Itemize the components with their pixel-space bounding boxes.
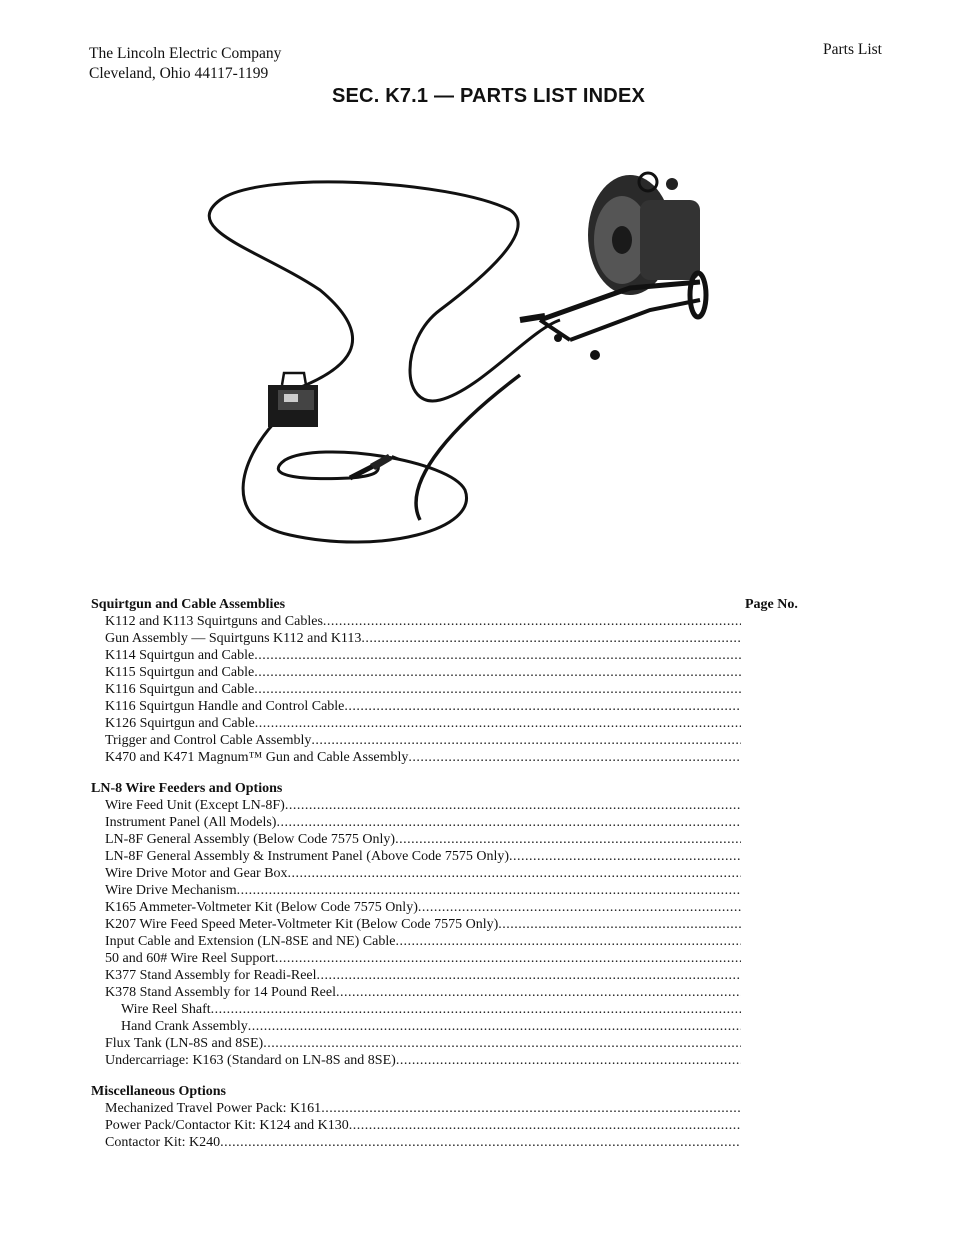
index-entry	[91, 1018, 741, 1035]
index-entry	[91, 698, 741, 715]
section-heading	[91, 596, 806, 613]
entry-label: K114 Squirtgun and Cable	[105, 648, 255, 663]
wire-feeder-illustration	[200, 160, 720, 560]
dot-leader	[396, 1052, 741, 1069]
index-entry	[91, 715, 741, 732]
section-heading	[91, 780, 806, 797]
dot-leader	[237, 882, 741, 899]
entry-label: K377 Stand Assembly for Readi-Reel	[105, 968, 317, 983]
dot-leader	[254, 681, 741, 698]
index-entry	[91, 831, 741, 848]
index-entry	[91, 1134, 741, 1151]
index-entry	[91, 1100, 741, 1117]
index-entry	[91, 1117, 741, 1134]
entry-label: Hand Crank Assembly	[121, 1019, 248, 1034]
entry-label: K165 Ammeter-Voltmeter Kit (Below Code 7575 Only)	[105, 900, 418, 915]
page-no-header: Page No.	[745, 597, 798, 612]
index-entry	[91, 865, 741, 882]
entry-label: Instrument Panel (All Models)	[105, 815, 277, 830]
entry-label: K378 Stand Assembly for 14 Pound Reel	[105, 985, 336, 1000]
dot-leader	[344, 698, 741, 715]
company-address	[89, 44, 281, 84]
entry-label: 50 and 60# Wire Reel Support	[105, 951, 275, 966]
index-entry	[91, 848, 741, 865]
dot-leader	[254, 664, 741, 681]
dot-leader	[321, 1100, 741, 1117]
index-entry	[91, 1001, 741, 1018]
index-entry	[91, 882, 741, 899]
section-title: Miscellaneous Options	[91, 1084, 226, 1099]
entry-label: K116 Squirtgun Handle and Control Cable	[105, 699, 345, 714]
index-entry	[91, 613, 741, 630]
index-section	[91, 1083, 806, 1151]
entry-label: Undercarriage: K163 (Standard on LN-8S and 8SE)	[105, 1053, 396, 1068]
index-section	[91, 596, 806, 766]
entry-label: Wire Feed Unit (Except LN-8F)	[105, 798, 285, 813]
index-entry	[91, 899, 741, 916]
section-heading	[91, 1083, 806, 1100]
index-section	[91, 780, 806, 1069]
entry-label: Flux Tank (LN-8S and 8SE)	[105, 1036, 264, 1051]
dot-leader	[408, 749, 741, 766]
parts-list-index	[91, 596, 806, 1165]
index-entry	[91, 681, 741, 698]
dot-leader	[395, 933, 741, 950]
company-name: The Lincoln Electric Company	[89, 45, 282, 62]
index-entry	[91, 664, 741, 681]
dot-leader	[276, 814, 741, 831]
wire-feeder-cart-icon	[520, 173, 706, 360]
dot-leader	[211, 1001, 741, 1018]
entry-label: K116 Squirtgun and Cable	[105, 682, 255, 697]
dot-leader	[498, 916, 741, 933]
entry-label: Mechanized Travel Power Pack: K161	[105, 1101, 322, 1116]
dot-leader	[311, 732, 741, 749]
section-title: Squirtgun and Cable Assemblies	[91, 597, 286, 612]
entry-label: Gun Assembly — Squirtguns K112 and K113	[105, 631, 362, 646]
dot-leader	[336, 984, 741, 1001]
index-entry	[91, 749, 741, 766]
index-entry	[91, 916, 741, 933]
entry-label: Input Cable and Extension (LN-8SE and NE) Cable	[105, 934, 396, 949]
index-entry	[91, 814, 741, 831]
dot-leader	[255, 715, 741, 732]
index-entry	[91, 732, 741, 749]
dot-leader	[285, 797, 741, 814]
dot-leader	[220, 1134, 741, 1151]
index-entry	[91, 933, 741, 950]
entry-label: K112 and K113 Squirtguns and Cables	[105, 614, 323, 629]
entry-label: K470 and K471 Magnum™ Gun and Cable Assembly	[105, 750, 409, 765]
entry-label: K115 Squirtgun and Cable	[105, 665, 255, 680]
entry-label: Wire Drive Motor and Gear Box	[105, 866, 288, 881]
index-entry	[91, 984, 741, 1001]
dot-leader	[418, 899, 741, 916]
index-entry	[91, 630, 741, 647]
entry-label: Contactor Kit: K240	[105, 1135, 221, 1150]
entry-label: K207 Wire Feed Speed Meter-Voltmeter Kit (Below Code 7575 Only)	[105, 917, 499, 932]
dot-leader	[323, 613, 741, 630]
dot-leader	[288, 865, 741, 882]
entry-label: Wire Drive Mechanism	[105, 883, 237, 898]
company-city: Cleveland, Ohio 44117-1199	[89, 65, 269, 82]
dot-leader	[395, 831, 741, 848]
index-entry	[91, 950, 741, 967]
entry-label: K126 Squirtgun and Cable	[105, 716, 255, 731]
dot-leader	[509, 848, 741, 865]
dot-leader	[263, 1035, 741, 1052]
section-title: LN-8 Wire Feeders and Options	[91, 781, 283, 796]
dot-leader	[254, 647, 741, 664]
entry-label: Power Pack/Contactor Kit: K124 and K130	[105, 1118, 349, 1133]
control-box-icon	[268, 373, 318, 427]
squirtgun-icon	[350, 454, 402, 478]
dot-leader	[317, 967, 741, 984]
dot-leader	[275, 950, 741, 967]
index-entry	[91, 1035, 741, 1052]
page-title: SEC. K7.1 — PARTS LIST INDEX	[331, 85, 646, 107]
dot-leader	[248, 1018, 741, 1035]
index-entry	[91, 967, 741, 984]
entry-label: Wire Reel Shaft	[121, 1002, 211, 1017]
index-entry	[91, 797, 741, 814]
dot-leader	[349, 1117, 741, 1134]
index-entry	[91, 647, 741, 664]
entry-label: Trigger and Control Cable Assembly	[105, 733, 312, 748]
dot-leader	[361, 630, 741, 647]
entry-label: LN-8F General Assembly (Below Code 7575 Only)	[105, 832, 396, 847]
index-entry	[91, 1052, 741, 1069]
page-label: Parts List	[823, 41, 882, 58]
entry-label: LN-8F General Assembly & Instrument Panel (Above Code 7575 Only)	[105, 849, 509, 864]
